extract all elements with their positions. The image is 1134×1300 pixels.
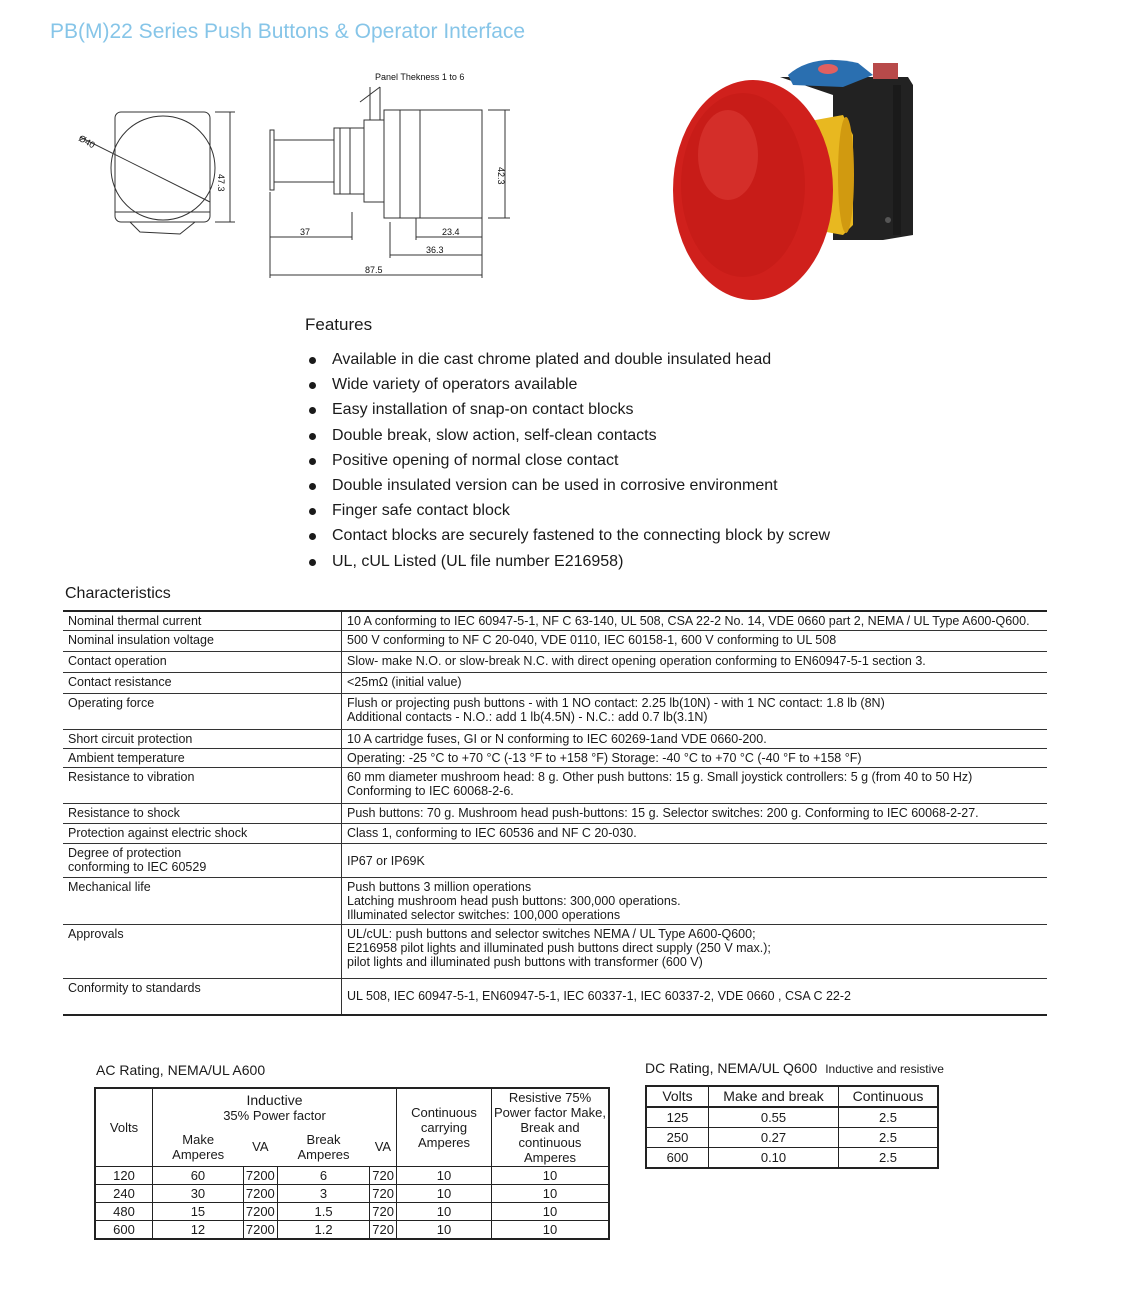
table-row bbox=[95, 1221, 609, 1240]
feature-item bbox=[305, 347, 830, 372]
table-row bbox=[63, 768, 1047, 804]
row-value: UL/cUL: push buttons and selector switches NEMA / UL Type A600-Q600; E216958 pilot lights and illuminated push buttons direct supply (250 V max.); pilot lights and illuminated push buttons with transformer (600 V) bbox=[347, 927, 771, 969]
table-cell: 2.5 bbox=[839, 1107, 939, 1128]
panel-thickness-label: Panel Thekness 1 to 6 bbox=[375, 72, 465, 82]
bullet-icon bbox=[309, 382, 316, 389]
table-cell: 10 bbox=[397, 1167, 492, 1185]
dim-37: 37 bbox=[300, 227, 311, 237]
bullet-icon bbox=[309, 483, 316, 490]
table-cell: 7200 bbox=[243, 1185, 277, 1203]
table-cell: 1.5 bbox=[277, 1203, 370, 1221]
table-cell: 600 bbox=[646, 1148, 709, 1169]
table-header-row bbox=[646, 1086, 938, 1107]
inductive-label: Inductive bbox=[246, 1092, 303, 1109]
table-cell: 6 bbox=[277, 1167, 370, 1185]
feature-item bbox=[305, 549, 830, 574]
feature-text: Positive opening of normal close contact bbox=[332, 451, 619, 469]
feature-text: Available in die cast chrome plated and double insulated head bbox=[332, 351, 772, 368]
ac-rating-heading: AC Rating, NEMA/UL A600 bbox=[96, 1062, 266, 1078]
feature-text: Contact blocks are securely fastened to the connecting block by screw bbox=[332, 527, 831, 545]
table-row bbox=[646, 1148, 938, 1169]
table-cell: 10 bbox=[492, 1167, 610, 1185]
row-label: Nominal insulation voltage bbox=[63, 631, 342, 652]
dim-875: 87.5 bbox=[365, 265, 383, 275]
row-label: Short circuit protection bbox=[63, 730, 342, 749]
row-label: Resistance to vibration bbox=[63, 768, 342, 804]
bullet-icon bbox=[309, 407, 316, 414]
bullet-icon bbox=[309, 458, 316, 465]
row-value: Flush or projecting push buttons - with 1 NO contact: 2.25 lb(10N) - with 1 NC contact: 1.8 lb (8N) Additional contacts - N.O.: add 1 lb(4.5N) - N.C.: add 0.7 lb(3.1N) bbox=[347, 696, 885, 724]
dc-rating-heading bbox=[645, 1060, 944, 1076]
row-value: 10 A cartridge fuses, GI or N conforming to IEC 60269-1and VDE 0660-200. bbox=[347, 732, 767, 746]
dim-height-side: 42.3 bbox=[496, 167, 506, 185]
table-cell: 10 bbox=[492, 1185, 610, 1203]
feature-item bbox=[305, 473, 830, 498]
features-heading: Features bbox=[305, 315, 373, 334]
feature-item bbox=[305, 397, 830, 422]
make-amperes-header: Make Amperes bbox=[153, 1128, 244, 1167]
dimension-drawing bbox=[70, 62, 540, 287]
feature-item bbox=[305, 498, 830, 523]
table-cell: 720 bbox=[370, 1167, 397, 1185]
feature-text: Finger safe contact block bbox=[332, 502, 510, 520]
bullet-icon bbox=[309, 559, 316, 566]
row-value: 60 mm diameter mushroom head: 8 g. Other push buttons: 15 g. Small joystick controllers: 5 g (from 40 to 50 Hz) Conforming to IEC 60068-2-6. bbox=[347, 770, 973, 798]
table-cell: 600 bbox=[95, 1221, 153, 1240]
table-row bbox=[63, 804, 1047, 824]
table-cell: 0.10 bbox=[709, 1148, 839, 1169]
table-row bbox=[63, 652, 1047, 673]
row-label: Resistance to shock bbox=[63, 804, 342, 824]
dc-rating-title: DC Rating, NEMA/UL Q600 bbox=[645, 1060, 818, 1076]
table-row bbox=[63, 673, 1047, 694]
bullet-icon bbox=[309, 508, 316, 515]
table-cell: 7200 bbox=[243, 1167, 277, 1185]
dim-234: 23.4 bbox=[442, 227, 460, 237]
row-value: Slow- make N.O. or slow-break N.C. with direct opening operation conforming to EN60947-5-1 section 3. bbox=[347, 654, 926, 668]
row-label: Conformity to standards bbox=[63, 979, 342, 1015]
row-value: IP67 or IP69K bbox=[347, 853, 425, 868]
table-cell: 10 bbox=[397, 1185, 492, 1203]
va-header: VA bbox=[370, 1128, 397, 1167]
table-cell: 720 bbox=[370, 1185, 397, 1203]
table-cell: 0.55 bbox=[709, 1107, 839, 1128]
table-cell: 720 bbox=[370, 1203, 397, 1221]
table-cell: 125 bbox=[646, 1107, 709, 1128]
table-row bbox=[63, 730, 1047, 749]
row-value: UL 508, IEC 60947-5-1, EN60947-5-1, IEC 60337-1, IEC 60337-2, VDE 0660 , CSA C 22-2 bbox=[347, 989, 851, 1004]
table-cell: 7200 bbox=[243, 1221, 277, 1240]
table-cell: 1.2 bbox=[277, 1221, 370, 1240]
row-value: 500 V conforming to NF C 20-040, VDE 0110, IEC 60158-1, 600 V conforming to UL 508 bbox=[347, 633, 837, 647]
dim-height-front: 47.3 bbox=[216, 174, 226, 192]
row-label: Ambient temperature bbox=[63, 749, 342, 768]
row-value: 10 A conforming to IEC 60947-5-1, NF C 63-140, UL 508, CSA 22-2 No. 14, VDE 0660 part 2, NEMA / UL Type A600-Q600. bbox=[347, 614, 1030, 628]
table-cell: 30 bbox=[153, 1185, 244, 1203]
table-row bbox=[63, 694, 1047, 730]
table-cell: 240 bbox=[95, 1185, 153, 1203]
table-row bbox=[95, 1185, 609, 1203]
row-label: Contact resistance bbox=[63, 673, 342, 694]
feature-item bbox=[305, 523, 830, 548]
dc-rating-table bbox=[645, 1085, 939, 1169]
table-row bbox=[646, 1128, 938, 1148]
row-label: Degree of protection conforming to IEC 60529 bbox=[63, 844, 342, 878]
table-cell: 15 bbox=[153, 1203, 244, 1221]
row-label: Approvals bbox=[63, 925, 342, 979]
table-cell: 12 bbox=[153, 1221, 244, 1240]
feature-item bbox=[305, 423, 830, 448]
continuous-header: Continuous carrying Amperes bbox=[397, 1088, 492, 1167]
table-row bbox=[63, 878, 1047, 925]
table-header-row bbox=[95, 1088, 609, 1128]
table-cell: 2.5 bbox=[839, 1128, 939, 1148]
table-cell: 60 bbox=[153, 1167, 244, 1185]
table-row bbox=[63, 631, 1047, 652]
table-row bbox=[646, 1107, 938, 1128]
dim-363: 36.3 bbox=[426, 245, 444, 255]
row-label: Operating force bbox=[63, 694, 342, 730]
resistive-header: Resistive 75% Power factor Make, Break and continuous Amperes bbox=[492, 1088, 610, 1167]
row-label: Nominal thermal current bbox=[63, 611, 342, 631]
row-value: Class 1, conforming to IEC 60536 and NF C 20-030. bbox=[347, 826, 637, 840]
table-cell: 720 bbox=[370, 1221, 397, 1240]
inductive-header bbox=[153, 1088, 397, 1128]
table-row bbox=[63, 749, 1047, 768]
table-row bbox=[63, 611, 1047, 631]
characteristics-table bbox=[63, 610, 1047, 1016]
table-row bbox=[63, 824, 1047, 844]
feature-text: Wide variety of operators available bbox=[332, 376, 578, 394]
table-cell: 2.5 bbox=[839, 1148, 939, 1169]
table-cell: 480 bbox=[95, 1203, 153, 1221]
row-value: Push buttons: 70 g. Mushroom head push-buttons: 15 g. Selector switches: 200 g. Conforming to IEC 60068-2-27. bbox=[347, 806, 979, 820]
table-cell: 250 bbox=[646, 1128, 709, 1148]
volts-header: Volts bbox=[95, 1088, 153, 1167]
feature-text: UL, cUL Listed (UL file number E216958) bbox=[332, 552, 624, 570]
break-amperes-header: Break Amperes bbox=[277, 1128, 370, 1167]
row-label: Contact operation bbox=[63, 652, 342, 673]
characteristics-heading: Characteristics bbox=[65, 585, 171, 602]
row-label: Protection against electric shock bbox=[63, 824, 342, 844]
table-row bbox=[63, 925, 1047, 979]
table-row bbox=[95, 1203, 609, 1221]
table-cell: 10 bbox=[397, 1203, 492, 1221]
row-value: <25mΩ (initial value) bbox=[347, 675, 462, 689]
table-cell: 120 bbox=[95, 1167, 153, 1185]
table-cell: 0.27 bbox=[709, 1128, 839, 1148]
table-row bbox=[95, 1167, 609, 1185]
make-break-header: Make and break bbox=[709, 1086, 839, 1107]
ac-rating-table bbox=[94, 1087, 610, 1240]
dc-rating-subtitle: Inductive and resistive bbox=[825, 1062, 944, 1076]
row-label: Mechanical life bbox=[63, 878, 342, 925]
bullet-icon bbox=[309, 433, 316, 440]
row-value: Push buttons 3 million operations Latching mushroom head push buttons: 300,000 operations. Illuminated selector switches: 100,000 operations bbox=[347, 880, 681, 922]
bullet-icon bbox=[309, 533, 316, 540]
va-header: VA bbox=[243, 1128, 277, 1167]
table-cell: 10 bbox=[397, 1221, 492, 1240]
feature-text: Easy installation of snap-on contact blocks bbox=[332, 401, 634, 419]
page-title: PB(M)22 Series Push Buttons & Operator Interface bbox=[50, 20, 526, 43]
power-factor-label: 35% Power factor bbox=[223, 1108, 326, 1124]
volts-header: Volts bbox=[646, 1086, 709, 1107]
dim-diameter: Ø40 bbox=[77, 133, 97, 151]
table-row bbox=[63, 979, 1047, 1015]
table-row bbox=[63, 844, 1047, 878]
mushroom-push-button-image bbox=[668, 55, 918, 305]
table-cell: 10 bbox=[492, 1203, 610, 1221]
continuous-header: Continuous bbox=[839, 1086, 939, 1107]
feature-item bbox=[305, 448, 830, 473]
table-cell: 3 bbox=[277, 1185, 370, 1203]
row-value: Operating: -25 °C to +70 °C (-13 °F to +158 °F) Storage: -40 °C to +70 °C (-40 °F to +158 °F) bbox=[347, 751, 862, 765]
feature-item bbox=[305, 372, 830, 397]
feature-text: Double insulated version can be used in corrosive environment bbox=[332, 476, 778, 494]
features-list bbox=[305, 347, 830, 574]
feature-text: Double break, slow action, self-clean contacts bbox=[332, 426, 657, 444]
table-cell: 10 bbox=[492, 1221, 610, 1240]
table-cell: 7200 bbox=[243, 1203, 277, 1221]
bullet-icon bbox=[309, 357, 316, 364]
